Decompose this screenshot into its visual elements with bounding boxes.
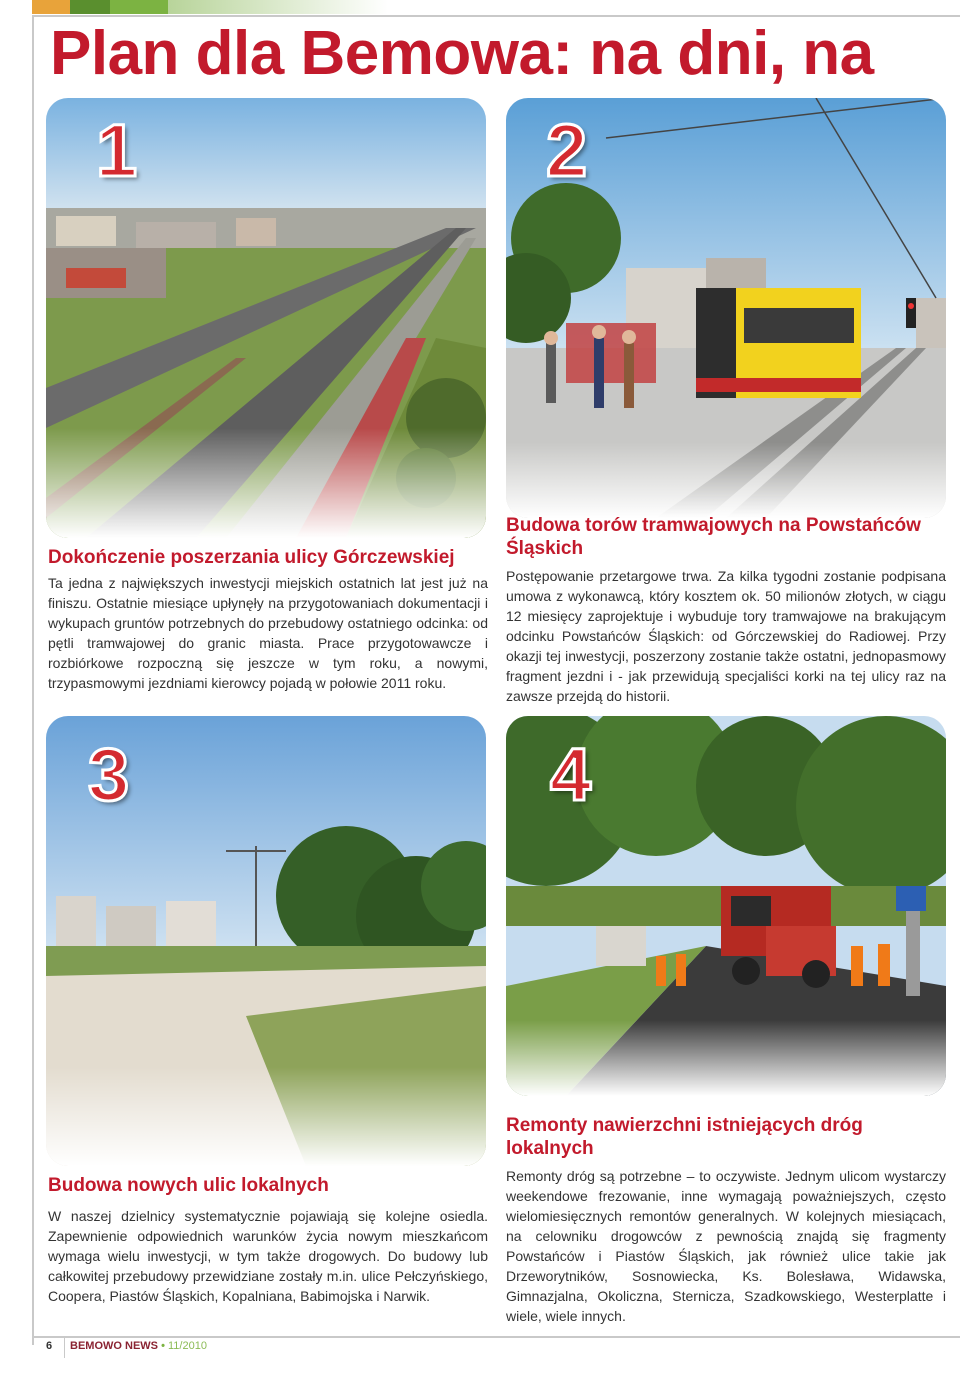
section-number-3: 3 bbox=[88, 733, 130, 816]
section-3-heading: Budowa nowych ulic lokalnych bbox=[48, 1175, 329, 1196]
footer-separator bbox=[64, 1338, 65, 1358]
footer-issue: 11/2010 bbox=[167, 1340, 207, 1352]
page-title: Plan dla Bemowa: na dni, na bbox=[50, 19, 874, 88]
strip-segment-darkgreen bbox=[70, 0, 110, 14]
footer-brand-name: BEMOWO NEWS bbox=[70, 1340, 158, 1352]
section-1-text bbox=[48, 573, 488, 693]
section-2-paragraph: Postępowanie przetargowe trwa. Za kilka tygodni zostanie podpisana umowa z wykonawcą, który kosztem ok. 50 milionów złotych, w ciągu 12 miesięcy zaprojektuje i wybuduje tory tramwajowe na brakującym odcinku Powstańców Śląskich: od Górczewskiej do Radiowej. Przy okazji tej inwestycji, poszerzony zostanie także ostatni, jednopasmowy fragment jezdni i - jak przewidują specjaliści korki na tej ulicy raz na zawsze przejdą do historii. bbox=[506, 568, 946, 704]
footer-dot: • bbox=[161, 1340, 165, 1352]
top-color-strip bbox=[32, 0, 388, 14]
section-2-text bbox=[506, 566, 946, 706]
frame-top-rule bbox=[32, 15, 960, 17]
section-4-heading: Remonty nawierzchni istniejących dróg lokalnych bbox=[506, 1115, 863, 1159]
strip-segment-fade bbox=[168, 0, 388, 14]
footer-masthead bbox=[70, 1340, 207, 1352]
section-3-paragraph: W naszej dzielnicy systematycznie pojawiają się kolejne osiedla. Zapewnienie odpowiednich warunków życia nowym mieszkańcom wymaga wielu inwestycji, w tym także drogowych. Do budowy lub całkowitej przebudowy przewidziane zostały m.in. ulice Pełczyńskiego, Coopera, Piastów Śląskich, Kopalniana, Babimojska i Narwik. bbox=[48, 1208, 488, 1304]
section-number-2: 2 bbox=[546, 109, 588, 192]
strip-segment-green bbox=[110, 0, 168, 14]
section-4-paragraph: Remonty dróg są potrzebne – to oczywiste. Jednym ulicom wystarczy weekendowe frezowanie, inne wymagają poważniejszych, często wielomiesięcznych remontów generalnych. W kolejnych miesiącach, na celowniku drogowców z pewnością znajdą się fragmenty Powstańców i Piastów Śląskich, jak również ulice takie jak Drzeworytników, Sosnowiecka, Ks. Bolesława, Widawska, Gimnazjalna, Okoliczna, Sternicza, Szadkowskiego, Westerplatte i wiele, wiele innych. bbox=[506, 1168, 946, 1324]
section-2-heading: Budowa torów tramwajowych na Powstańców Śląskich bbox=[506, 515, 921, 559]
strip-segment-orange bbox=[32, 0, 70, 14]
section-1-paragraph: Ta jedna z największych inwestycji miejskich ostatnich lat jest już na finiszu. Ostatnie miesiące upłynęły na przygotowaniach dokumentacji i wykupach gruntów potrzebnych do przebudowy ostatniego odcinka: od pętli tramwajowej do granic miasta. Prace przygotowawcze i rozbiórkowe rozpoczną się jeszcze w tym roku, a nowymi, trzypasmowymi jezdniami kierowcy pojadą w połowie 2011 roku. bbox=[48, 575, 488, 691]
section-number-4: 4 bbox=[550, 733, 592, 816]
section-1-heading: Dokończenie poszerzania ulicy Górczewskiej bbox=[48, 547, 455, 568]
frame-bottom-rule bbox=[32, 1336, 960, 1338]
section-number-1: 1 bbox=[96, 109, 138, 192]
section-4-text bbox=[506, 1166, 946, 1326]
section-3-text bbox=[48, 1206, 488, 1306]
page-number: 6 bbox=[46, 1340, 53, 1352]
frame-left-rule bbox=[32, 15, 34, 1345]
